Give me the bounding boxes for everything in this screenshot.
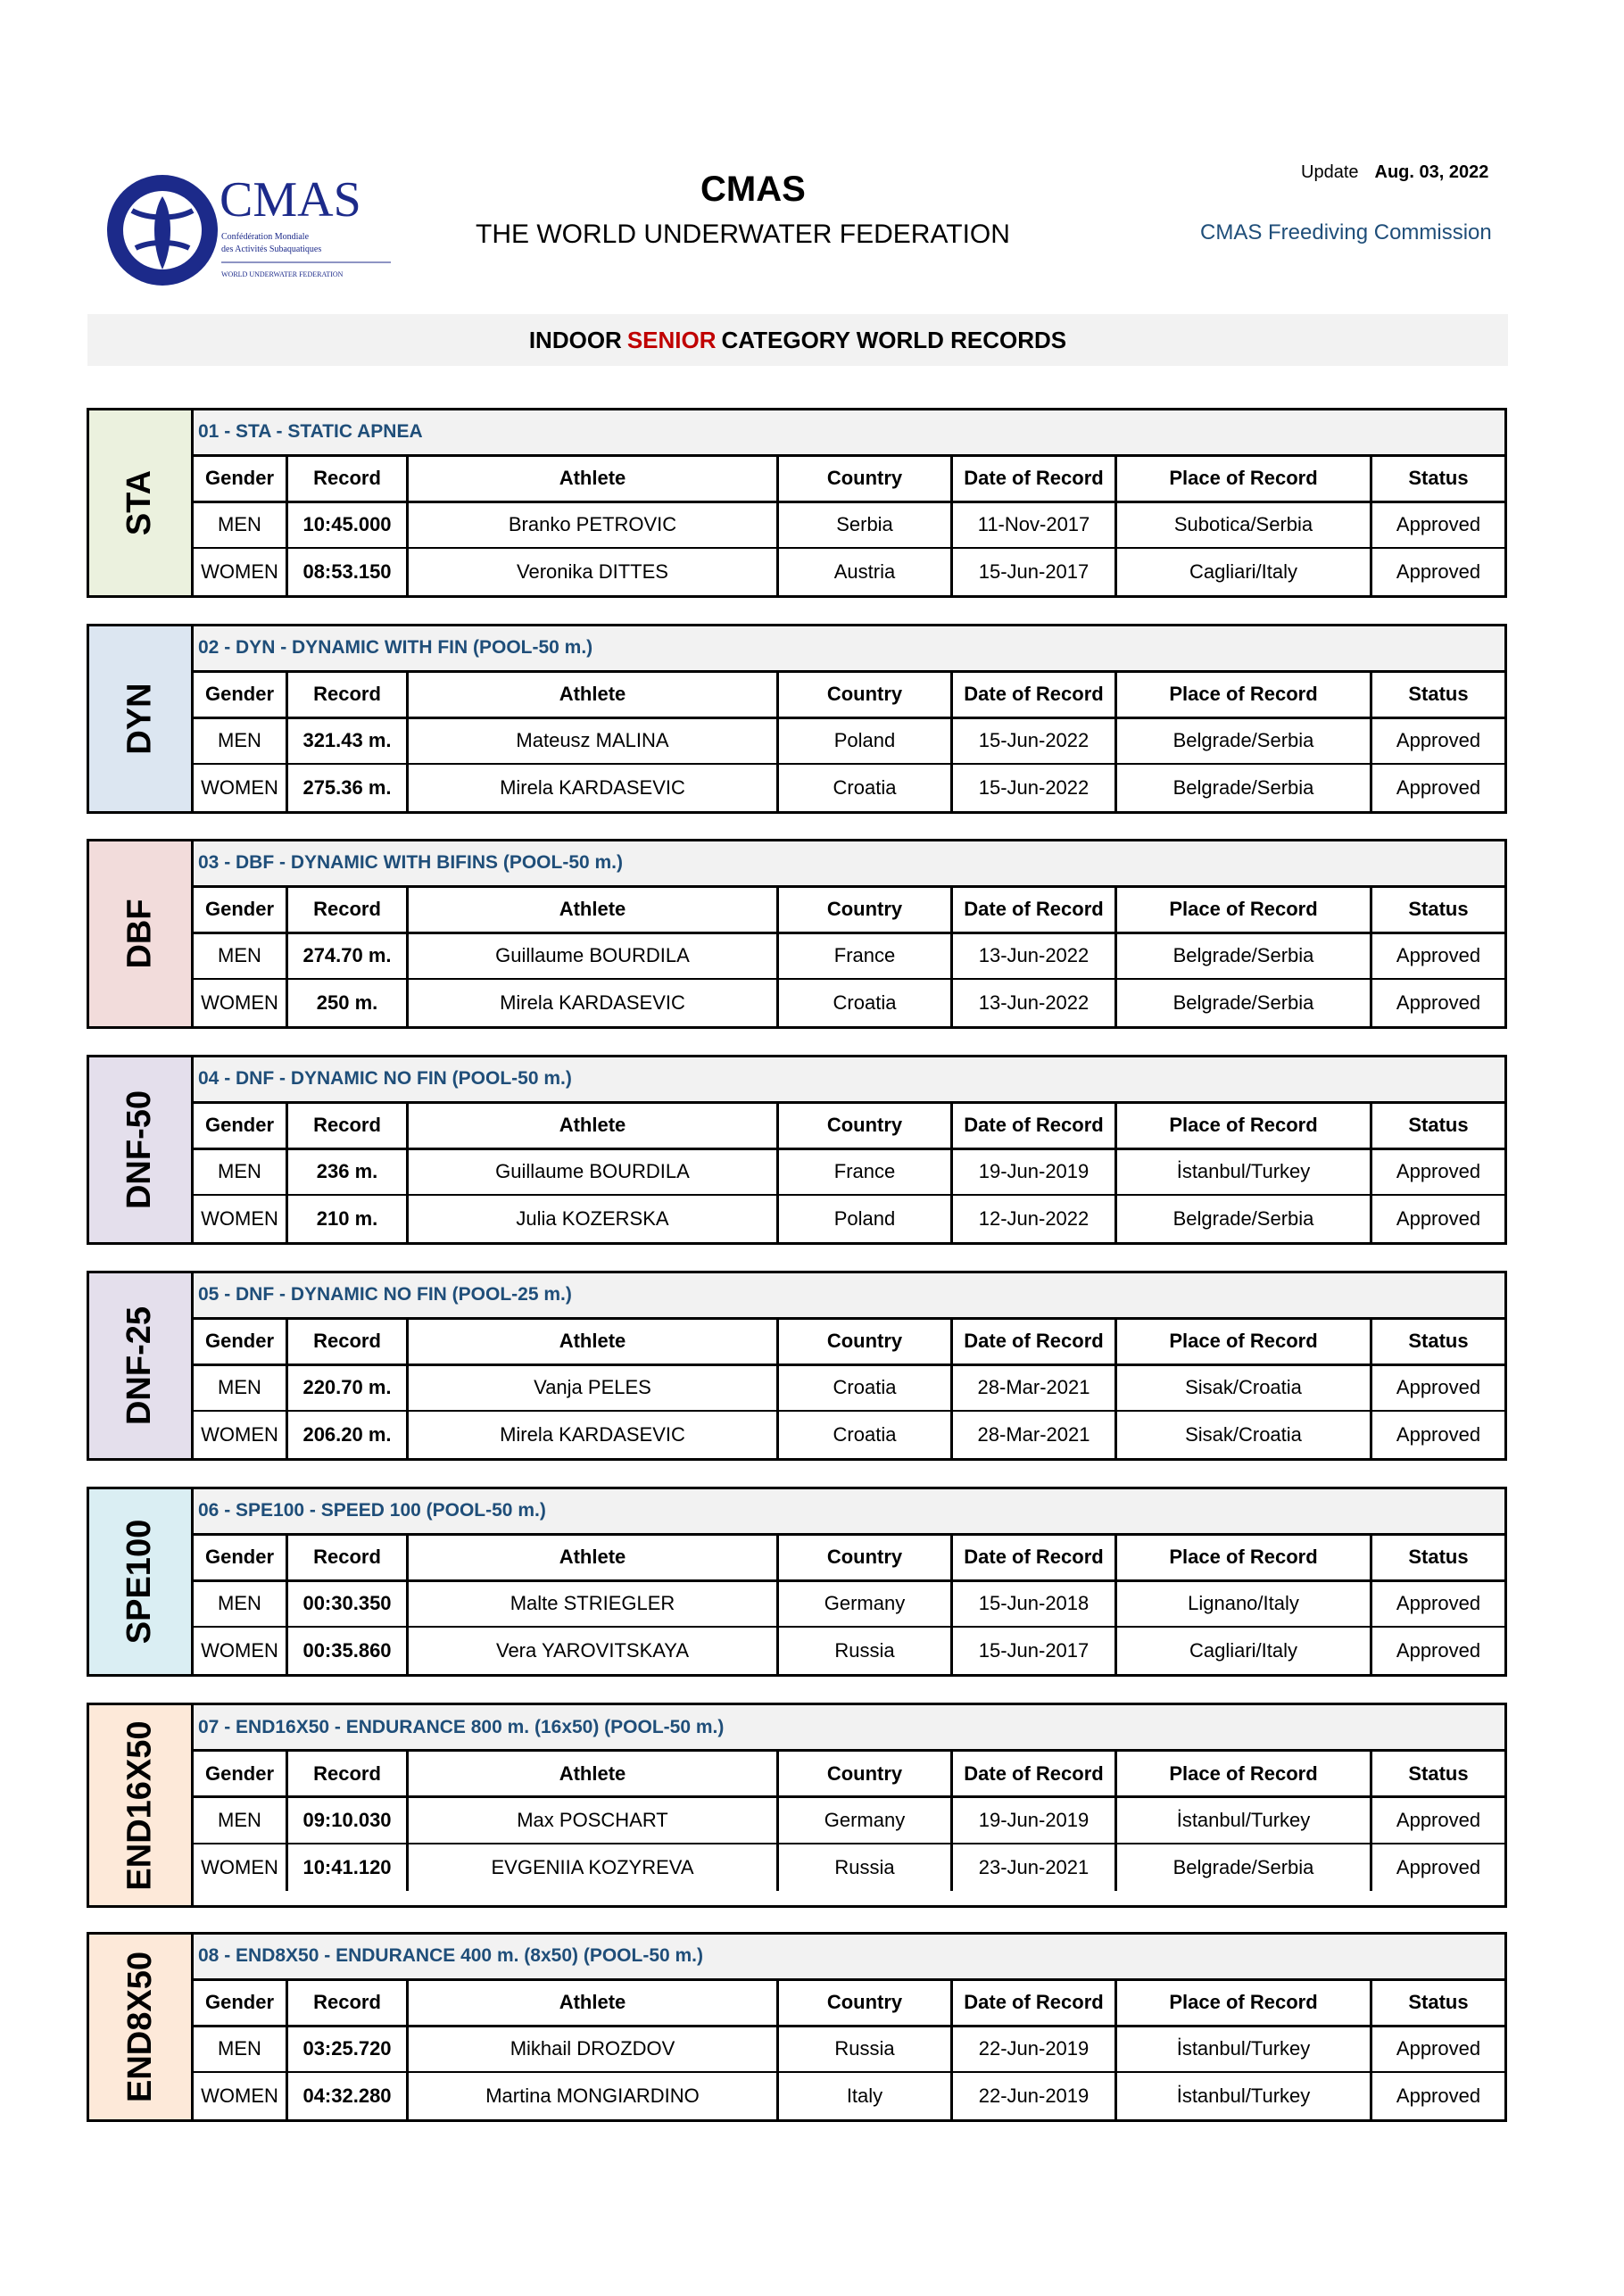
column-header-gender: Gender xyxy=(194,888,288,932)
table-row xyxy=(194,719,1504,766)
page-subtitle: THE WORLD UNDERWATER FEDERATION xyxy=(476,220,1010,249)
discipline-tag-label: STA xyxy=(120,469,159,536)
cell-date: 12-Jun-2022 xyxy=(953,1196,1117,1242)
cell-record: 206.20 m. xyxy=(288,1412,409,1458)
cell-record: 09:10.030 xyxy=(288,1798,409,1843)
column-header-place: Place of Record xyxy=(1117,1752,1372,1795)
column-header-athlete: Athlete xyxy=(409,457,779,501)
cell-status: Approved xyxy=(1396,729,1481,752)
column-header-athlete: Athlete xyxy=(409,1104,779,1148)
column-header-gender: Gender xyxy=(194,1981,288,2025)
cell-date: 23-Jun-2021 xyxy=(953,1844,1117,1891)
banner-part-1: INDOOR xyxy=(528,326,622,353)
cell-country: Germany xyxy=(779,1582,953,1627)
record-block xyxy=(87,624,1507,814)
column-header-row xyxy=(194,888,1504,934)
cell-status: Approved xyxy=(1396,1376,1481,1399)
cell-country: Austria xyxy=(779,549,953,595)
cell-country: Russia xyxy=(779,2027,953,2072)
column-header-status: Status xyxy=(1408,1761,1469,1785)
cell-record: 274.70 m. xyxy=(288,934,409,979)
column-header-date: Date of Record xyxy=(953,1104,1117,1148)
section-title: 07 - END16X50 - ENDURANCE 800 m. (16x50) (POOL-50 m.) xyxy=(194,1705,1504,1752)
cell-country: Croatia xyxy=(779,980,953,1026)
cell-athlete: Branko PETROVIC xyxy=(409,503,779,548)
column-header-place: Place of Record xyxy=(1117,457,1372,501)
cell-place: Belgrade/Serbia xyxy=(1117,719,1372,764)
cell-status: Approved xyxy=(1396,1423,1481,1446)
cell-country: Croatia xyxy=(779,765,953,811)
cell-gender: WOMEN xyxy=(194,1844,288,1891)
cell-status: Approved xyxy=(1396,1207,1481,1231)
cell-date: 13-Jun-2022 xyxy=(953,934,1117,979)
cell-status: Approved xyxy=(1396,776,1481,800)
discipline-tag-label: END16X50 xyxy=(120,1720,159,1891)
cell-place: Belgrade/Serbia xyxy=(1117,934,1372,979)
column-header-record: Record xyxy=(288,1752,409,1795)
discipline-tag-label: DBF xyxy=(120,899,159,969)
cell-gender: WOMEN xyxy=(194,2073,288,2119)
cell-athlete: Mirela KARDASEVIC xyxy=(409,1412,779,1458)
column-header-place: Place of Record xyxy=(1117,888,1372,932)
cell-date: 15-Jun-2018 xyxy=(953,1582,1117,1627)
table-row xyxy=(194,765,1504,811)
cell-athlete: Vanja PELES xyxy=(409,1366,779,1411)
cell-status: Approved xyxy=(1396,1809,1481,1831)
cell-athlete: Martina MONGIARDINO xyxy=(409,2073,779,2119)
cell-record: 00:35.860 xyxy=(288,1628,409,1674)
section-title: 03 - DBF - DYNAMIC WITH BIFINS (POOL-50 m.) xyxy=(194,841,1504,888)
discipline-tag xyxy=(89,1273,194,1458)
cell-gender: WOMEN xyxy=(194,1412,288,1458)
cell-record: 03:25.720 xyxy=(288,2027,409,2072)
section-title: 04 - DNF - DYNAMIC NO FIN (POOL-50 m.) xyxy=(194,1057,1504,1104)
cell-record: 08:53.150 xyxy=(288,549,409,595)
cell-record: 321.43 m. xyxy=(288,719,409,764)
column-header-date: Date of Record xyxy=(953,1752,1117,1795)
cell-gender: WOMEN xyxy=(194,1628,288,1674)
column-header-date: Date of Record xyxy=(953,1320,1117,1364)
cell-place: Cagliari/Italy xyxy=(1117,549,1372,595)
cell-status: Approved xyxy=(1396,1856,1481,1878)
discipline-tag xyxy=(89,1489,194,1674)
cell-athlete: Malte STRIEGLER xyxy=(409,1582,779,1627)
cell-country: Germany xyxy=(779,1798,953,1843)
cell-gender: MEN xyxy=(194,934,288,979)
column-header-country: Country xyxy=(779,1104,953,1148)
table-row xyxy=(194,2073,1504,2119)
cell-gender: MEN xyxy=(194,719,288,764)
cell-country: Poland xyxy=(779,719,953,764)
column-header-row xyxy=(194,1752,1504,1798)
update-info xyxy=(1301,162,1488,183)
table-row xyxy=(194,2027,1504,2074)
column-header-country: Country xyxy=(779,457,953,501)
update-label: Update xyxy=(1301,162,1359,182)
logo-wordmark: CMAS xyxy=(220,172,361,228)
table-row xyxy=(194,980,1504,1026)
table-row xyxy=(194,549,1504,595)
cell-record: 210 m. xyxy=(288,1196,409,1242)
cell-date: 15-Jun-2017 xyxy=(953,549,1117,595)
table-row xyxy=(194,1844,1504,1891)
cell-gender: WOMEN xyxy=(194,549,288,595)
cell-status: Approved xyxy=(1396,513,1481,536)
discipline-tag-label: DYN xyxy=(120,683,159,755)
cell-status: Approved xyxy=(1396,1592,1481,1615)
column-header-country: Country xyxy=(779,888,953,932)
cell-place: Belgrade/Serbia xyxy=(1117,980,1372,1026)
cell-place: Subotica/Serbia xyxy=(1117,503,1372,548)
section-title: 08 - END8X50 - ENDURANCE 400 m. (8x50) (POOL-50 m.) xyxy=(194,1935,1504,1981)
cell-date: 28-Mar-2021 xyxy=(953,1366,1117,1411)
column-header-date: Date of Record xyxy=(953,888,1117,932)
cell-status: Approved xyxy=(1396,1160,1481,1183)
page-title: CMAS xyxy=(700,170,806,209)
cell-athlete: EVGENIIA KOZYREVA xyxy=(409,1844,779,1891)
column-header-record: Record xyxy=(288,1981,409,2025)
cell-place: Belgrade/Serbia xyxy=(1117,765,1372,811)
cell-status: Approved xyxy=(1396,2085,1481,2108)
cell-date: 15-Jun-2017 xyxy=(953,1628,1117,1674)
cell-place: İstanbul/Turkey xyxy=(1117,1798,1372,1843)
column-header-row xyxy=(194,1536,1504,1582)
cell-gender: MEN xyxy=(194,1582,288,1627)
cell-athlete: Mirela KARDASEVIC xyxy=(409,765,779,811)
column-header-status: Status xyxy=(1408,683,1469,706)
column-header-record: Record xyxy=(288,888,409,932)
discipline-tag xyxy=(89,1705,194,1905)
column-header-gender: Gender xyxy=(194,1104,288,1148)
cell-athlete: Julia KOZERSKA xyxy=(409,1196,779,1242)
banner-part-2: SENIOR xyxy=(626,326,717,353)
cell-place: İstanbul/Turkey xyxy=(1117,2073,1372,2119)
cell-gender: WOMEN xyxy=(194,980,288,1026)
discipline-tag-label: END8X50 xyxy=(120,1952,159,2102)
table-row xyxy=(194,1582,1504,1629)
cell-place: Belgrade/Serbia xyxy=(1117,1196,1372,1242)
record-block xyxy=(87,1055,1507,1245)
column-header-country: Country xyxy=(779,1981,953,2025)
section-title: 02 - DYN - DYNAMIC WITH FIN (POOL-50 m.) xyxy=(194,626,1504,673)
section-title: 01 - STA - STATIC APNEA xyxy=(194,410,1504,457)
cell-record: 04:32.280 xyxy=(288,2073,409,2119)
column-header-row xyxy=(194,1981,1504,2027)
column-header-gender: Gender xyxy=(194,673,288,717)
column-header-gender: Gender xyxy=(194,1752,288,1795)
column-header-place: Place of Record xyxy=(1117,673,1372,717)
cell-date: 19-Jun-2019 xyxy=(953,1798,1117,1843)
cell-gender: WOMEN xyxy=(194,765,288,811)
section-title: 06 - SPE100 - SPEED 100 (POOL-50 m.) xyxy=(194,1489,1504,1536)
column-header-status: Status xyxy=(1408,1330,1469,1353)
cell-record: 250 m. xyxy=(288,980,409,1026)
column-header-country: Country xyxy=(779,1752,953,1795)
table-row xyxy=(194,1196,1504,1242)
column-header-place: Place of Record xyxy=(1117,1320,1372,1364)
table-row xyxy=(194,1798,1504,1844)
cell-record: 220.70 m. xyxy=(288,1366,409,1411)
record-block xyxy=(87,1271,1507,1461)
cell-place: İstanbul/Turkey xyxy=(1117,1150,1372,1195)
column-header-athlete: Athlete xyxy=(409,888,779,932)
table-row xyxy=(194,1412,1504,1458)
record-block xyxy=(87,408,1507,598)
column-header-place: Place of Record xyxy=(1117,1104,1372,1148)
cell-country: Croatia xyxy=(779,1366,953,1411)
column-header-status: Status xyxy=(1408,1114,1469,1137)
cell-record: 10:41.120 xyxy=(288,1844,409,1891)
discipline-tag-label: SPE100 xyxy=(120,1519,159,1645)
table-row xyxy=(194,934,1504,981)
cell-status: Approved xyxy=(1396,2037,1481,2060)
column-header-country: Country xyxy=(779,1536,953,1579)
section-title: 05 - DNF - DYNAMIC NO FIN (POOL-25 m.) xyxy=(194,1273,1504,1320)
discipline-tag xyxy=(89,1935,194,2119)
discipline-tag xyxy=(89,1057,194,1242)
column-header-record: Record xyxy=(288,1320,409,1364)
column-header-athlete: Athlete xyxy=(409,1752,779,1795)
column-header-row xyxy=(194,1320,1504,1366)
cell-record: 236 m. xyxy=(288,1150,409,1195)
cell-gender: MEN xyxy=(194,1366,288,1411)
cell-date: 15-Jun-2022 xyxy=(953,719,1117,764)
cell-place: Belgrade/Serbia xyxy=(1117,1844,1372,1891)
column-header-date: Date of Record xyxy=(953,673,1117,717)
column-header-record: Record xyxy=(288,673,409,717)
cell-athlete: Guillaume BOURDILA xyxy=(409,934,779,979)
discipline-tag xyxy=(89,841,194,1026)
record-block xyxy=(87,1487,1507,1677)
cell-date: 11-Nov-2017 xyxy=(953,503,1117,548)
cell-athlete: Mateusz MALINA xyxy=(409,719,779,764)
cell-place: Lignano/Italy xyxy=(1117,1582,1372,1627)
cell-place: Cagliari/Italy xyxy=(1117,1628,1372,1674)
cell-athlete: Veronika DITTES xyxy=(409,549,779,595)
cell-place: İstanbul/Turkey xyxy=(1117,2027,1372,2072)
column-header-status: Status xyxy=(1408,1991,1469,2014)
table-row xyxy=(194,503,1504,550)
column-header-date: Date of Record xyxy=(953,457,1117,501)
column-header-place: Place of Record xyxy=(1117,1536,1372,1579)
cell-status: Approved xyxy=(1396,1639,1481,1662)
update-date: Aug. 03, 2022 xyxy=(1374,162,1489,182)
cell-country: Russia xyxy=(779,1844,953,1891)
cell-record: 00:30.350 xyxy=(288,1582,409,1627)
cell-gender: WOMEN xyxy=(194,1196,288,1242)
column-header-place: Place of Record xyxy=(1117,1981,1372,2025)
discipline-tag xyxy=(89,626,194,811)
record-block xyxy=(87,839,1507,1029)
column-header-gender: Gender xyxy=(194,1536,288,1579)
cell-country: Serbia xyxy=(779,503,953,548)
column-header-gender: Gender xyxy=(194,1320,288,1364)
cell-record: 10:45.000 xyxy=(288,503,409,548)
record-block xyxy=(87,1703,1507,1908)
cell-country: France xyxy=(779,934,953,979)
column-header-country: Country xyxy=(779,673,953,717)
table-row xyxy=(194,1366,1504,1413)
column-header-row xyxy=(194,1104,1504,1150)
cell-date: 22-Jun-2019 xyxy=(953,2027,1117,2072)
column-header-athlete: Athlete xyxy=(409,1981,779,2025)
column-header-athlete: Athlete xyxy=(409,1536,779,1579)
table-row xyxy=(194,1628,1504,1674)
cell-athlete: Max POSCHART xyxy=(409,1798,779,1843)
cell-athlete: Mikhail DROZDOV xyxy=(409,2027,779,2072)
discipline-tag-label: DNF-50 xyxy=(120,1090,159,1210)
cell-date: 28-Mar-2021 xyxy=(953,1412,1117,1458)
column-header-record: Record xyxy=(288,457,409,501)
cell-athlete: Guillaume BOURDILA xyxy=(409,1150,779,1195)
logo-line-3: WORLD UNDERWATER FEDERATION xyxy=(221,270,344,278)
logo-line-1: Confédération Mondiale xyxy=(221,232,310,242)
column-header-date: Date of Record xyxy=(953,1536,1117,1579)
cell-date: 22-Jun-2019 xyxy=(953,2073,1117,2119)
cell-country: France xyxy=(779,1150,953,1195)
column-header-record: Record xyxy=(288,1536,409,1579)
commission-name: CMAS Freediving Commission xyxy=(1200,220,1492,245)
cell-gender: MEN xyxy=(194,2027,288,2072)
column-header-row xyxy=(194,457,1504,503)
cell-country: Russia xyxy=(779,1628,953,1674)
cell-gender: MEN xyxy=(194,503,288,548)
cell-date: 19-Jun-2019 xyxy=(953,1150,1117,1195)
cell-place: Sisak/Croatia xyxy=(1117,1412,1372,1458)
table-row xyxy=(194,1150,1504,1197)
record-block xyxy=(87,1932,1507,2122)
column-header-status: Status xyxy=(1408,467,1469,490)
column-header-row xyxy=(194,673,1504,719)
cell-country: Poland xyxy=(779,1196,953,1242)
column-header-status: Status xyxy=(1408,898,1469,921)
cell-gender: MEN xyxy=(194,1150,288,1195)
column-header-country: Country xyxy=(779,1320,953,1364)
discipline-tag xyxy=(89,410,194,595)
cell-athlete: Mirela KARDASEVIC xyxy=(409,980,779,1026)
logo-line-2: des Activités Subaquatiques xyxy=(221,245,322,254)
cell-athlete: Vera YAROVITSKAYA xyxy=(409,1628,779,1674)
cell-record: 275.36 m. xyxy=(288,765,409,811)
column-header-status: Status xyxy=(1408,1546,1469,1569)
column-header-athlete: Athlete xyxy=(409,1320,779,1364)
cmas-logo xyxy=(105,166,400,296)
cell-status: Approved xyxy=(1396,991,1481,1015)
cell-country: Italy xyxy=(779,2073,953,2119)
discipline-tag-label: DNF-25 xyxy=(120,1305,159,1426)
column-header-date: Date of Record xyxy=(953,1981,1117,2025)
column-header-athlete: Athlete xyxy=(409,673,779,717)
banner-part-3: CATEGORY WORLD RECORDS xyxy=(721,326,1067,353)
cell-place: Sisak/Croatia xyxy=(1117,1366,1372,1411)
cell-country: Croatia xyxy=(779,1412,953,1458)
column-header-record: Record xyxy=(288,1104,409,1148)
column-header-gender: Gender xyxy=(194,457,288,501)
cell-gender: MEN xyxy=(194,1798,288,1843)
cell-date: 15-Jun-2022 xyxy=(953,765,1117,811)
cell-status: Approved xyxy=(1396,944,1481,967)
category-banner xyxy=(87,314,1508,366)
cell-date: 13-Jun-2022 xyxy=(953,980,1117,1026)
cell-status: Approved xyxy=(1396,560,1481,584)
